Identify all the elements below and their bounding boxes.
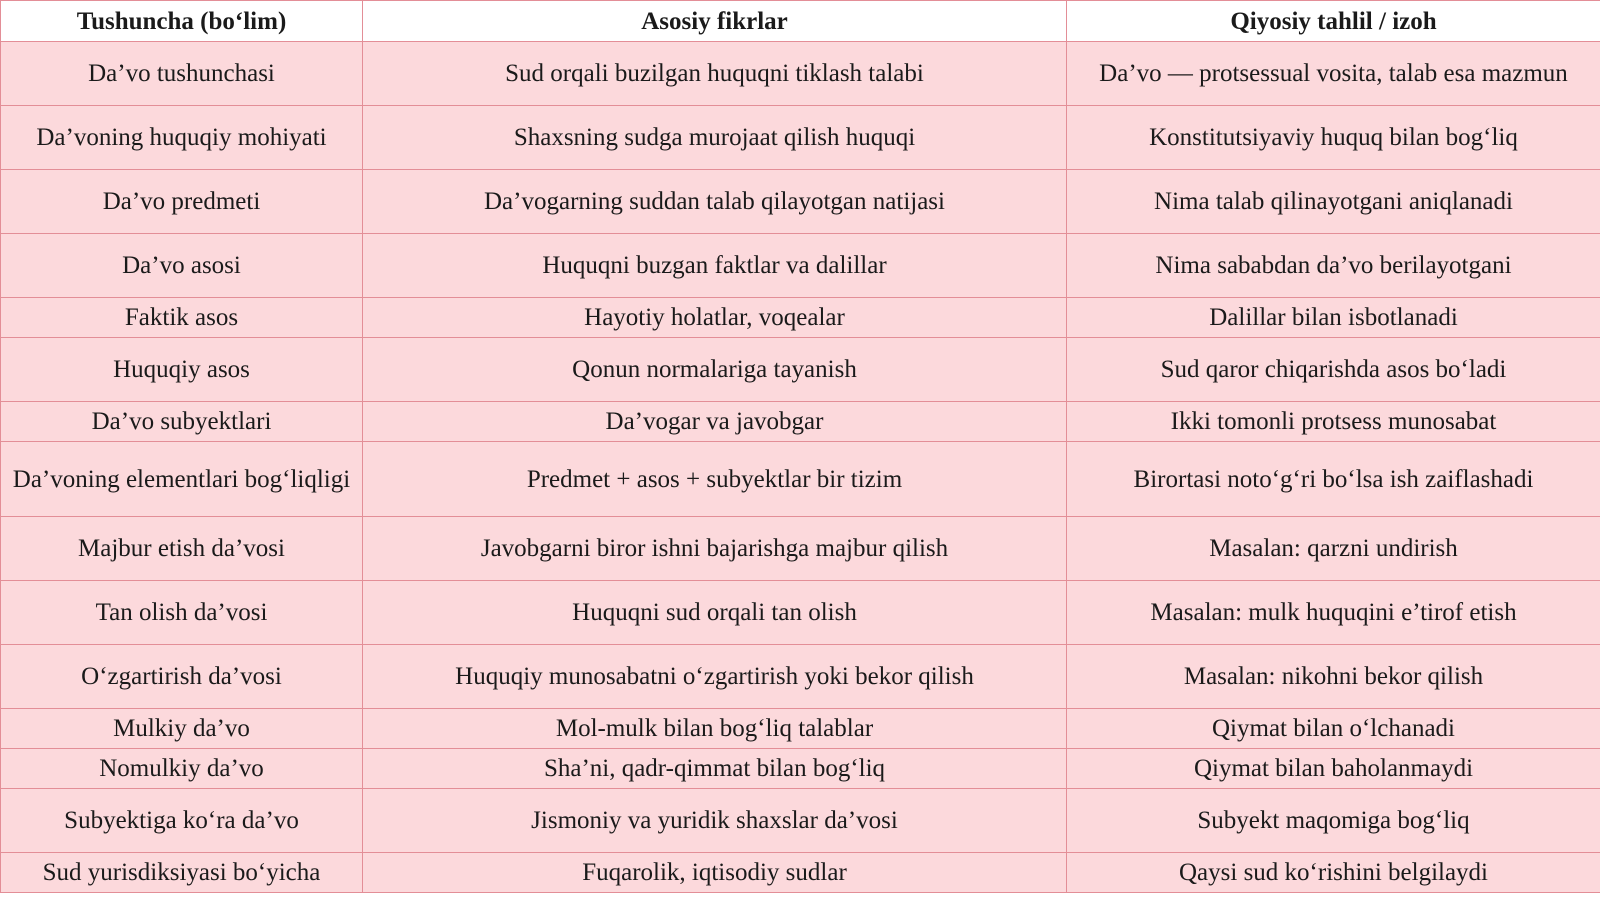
cell-comparison: Birortasi noto‘g‘ri bo‘lsa ish zaiflashadi [1067,442,1600,517]
table-row [1,442,1600,517]
table-row [1,709,1600,749]
cell-main-idea: Shaxsning sudga murojaat qilish huquqi [363,106,1067,170]
cell-main-idea: Da’vogar va javobgar [363,402,1067,442]
table-row [1,853,1600,893]
cell-concept: Sud yurisdiksiyasi bo‘yicha [1,853,363,893]
header-concept: Tushuncha (bo‘lim) [1,1,363,42]
cell-concept: Subyektiga ko‘ra da’vo [1,789,363,853]
cell-concept: O‘zgartirish da’vosi [1,645,363,709]
cell-comparison: Sud qaror chiqarishda asos bo‘ladi [1067,338,1600,402]
cell-comparison: Qiymat bilan o‘lchanadi [1067,709,1600,749]
cell-concept: Mulkiy da’vo [1,709,363,749]
cell-comparison: Qaysi sud ko‘rishini belgilaydi [1067,853,1600,893]
table-row [1,645,1600,709]
cell-concept: Majbur etish da’vosi [1,517,363,581]
table-row [1,298,1600,338]
cell-concept: Da’vo predmeti [1,170,363,234]
cell-main-idea: Javobgarni biror ishni bajarishga majbur qilish [363,517,1067,581]
cell-main-idea: Huquqiy munosabatni o‘zgartirish yoki bekor qilish [363,645,1067,709]
cell-main-idea: Jismoniy va yuridik shaxslar da’vosi [363,789,1067,853]
cell-main-idea: Predmet + asos + subyektlar bir tizim [363,442,1067,517]
table-row [1,338,1600,402]
cell-main-idea: Sud orqali buzilgan huquqni tiklash talabi [363,42,1067,106]
cell-comparison: Qiymat bilan baholanmaydi [1067,749,1600,789]
table-row [1,581,1600,645]
cell-comparison: Ikki tomonli protsess munosabat [1067,402,1600,442]
cell-main-idea: Huquqni buzgan faktlar va dalillar [363,234,1067,298]
table-row [1,170,1600,234]
cell-main-idea: Qonun normalariga tayanish [363,338,1067,402]
cell-main-idea: Da’vogarning suddan talab qilayotgan natijasi [363,170,1067,234]
cell-main-idea: Sha’ni, qadr-qimmat bilan bog‘liq [363,749,1067,789]
header-main-ideas: Asosiy fikrlar [363,1,1067,42]
table-row [1,402,1600,442]
cell-comparison: Da’vo — protsessual vosita, talab esa mazmun [1067,42,1600,106]
cell-comparison: Masalan: qarzni undirish [1067,517,1600,581]
cell-comparison: Nima talab qilinayotgani aniqlanadi [1067,170,1600,234]
cell-concept: Da’vo tushunchasi [1,42,363,106]
cell-concept: Da’voning huquqiy mohiyati [1,106,363,170]
cell-main-idea: Hayotiy holatlar, voqealar [363,298,1067,338]
cell-concept: Da’vo subyektlari [1,402,363,442]
cell-concept: Faktik asos [1,298,363,338]
table-row [1,789,1600,853]
cell-concept: Da’voning elementlari bog‘liqligi [1,442,363,517]
cell-comparison: Masalan: mulk huquqini e’tirof etish [1067,581,1600,645]
table-row [1,42,1600,106]
cell-comparison: Nima sababdan da’vo berilayotgani [1067,234,1600,298]
header-comparative-analysis: Qiyosiy tahlil / izoh [1067,1,1600,42]
table-header-row [1,1,1600,42]
cell-main-idea: Mol-mulk bilan bog‘liq talablar [363,709,1067,749]
cell-concept: Nomulkiy da’vo [1,749,363,789]
cell-concept: Huquqiy asos [1,338,363,402]
table-row [1,234,1600,298]
table-row [1,106,1600,170]
table-row [1,749,1600,789]
table-row [1,517,1600,581]
cell-comparison: Konstitutsiyaviy huquq bilan bog‘liq [1067,106,1600,170]
cell-concept: Da’vo asosi [1,234,363,298]
cell-comparison: Dalillar bilan isbotlanadi [1067,298,1600,338]
cell-concept: Tan olish da’vosi [1,581,363,645]
cell-main-idea: Fuqarolik, iqtisodiy sudlar [363,853,1067,893]
cell-comparison: Subyekt maqomiga bog‘liq [1067,789,1600,853]
cell-main-idea: Huquqni sud orqali tan olish [363,581,1067,645]
cell-comparison: Masalan: nikohni bekor qilish [1067,645,1600,709]
